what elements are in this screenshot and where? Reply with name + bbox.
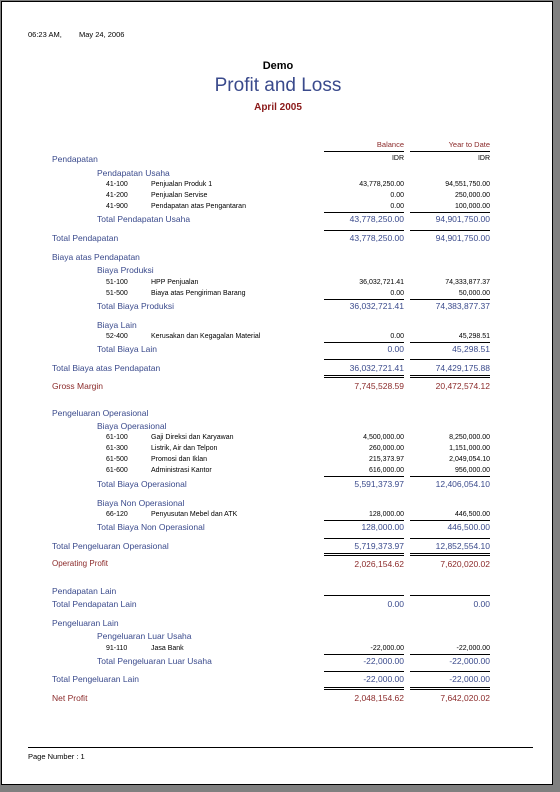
account-name: Penjualan Servise: [151, 192, 208, 199]
double-rule: [410, 553, 490, 556]
total-pengeluaran-luar-usaha-balance: -22,000.00: [363, 656, 404, 666]
account-balance: 215,373.97: [368, 456, 404, 463]
account-balance: 43,778,250.00: [359, 181, 404, 188]
account-balance: 260,000.00: [368, 445, 404, 452]
account-name: Penyusutan Mebel dan ATK: [151, 511, 238, 518]
account-name: Jasa Bank: [151, 645, 184, 652]
total-pendapatan-usaha-label: Total Pendapatan Usaha: [97, 214, 191, 224]
double-rule: [410, 375, 490, 378]
total-rule: [410, 359, 490, 360]
account-code: 61-300: [106, 445, 128, 452]
section-pendapatan-lain: Pendapatan Lain: [52, 586, 117, 596]
double-rule: [324, 375, 404, 378]
total-pendapatan-ytd: 94,901,750.00: [435, 233, 490, 243]
section-pendapatan: Pendapatan: [52, 154, 98, 164]
total-pengeluaran-luar-usaha-ytd: -22,000.00: [449, 656, 490, 666]
net-profit-ytd: 7,642,020.02: [440, 693, 490, 703]
report-title: Profit and Loss: [214, 75, 342, 96]
account-name: Listrik, Air dan Telpon: [151, 445, 218, 452]
subtotal-rule: [324, 212, 404, 213]
group-biaya-lain: Biaya Lain: [97, 320, 137, 330]
total-rule: [410, 595, 490, 596]
account-ytd: 45,298.51: [458, 333, 490, 340]
total-rule: [324, 671, 404, 672]
account-balance: 0.00: [390, 203, 404, 210]
double-rule: [410, 687, 490, 690]
group-biaya-non-operasional: Biaya Non Operasional: [97, 498, 185, 508]
footer-rule: [28, 747, 533, 748]
account-balance: -22,000.00: [370, 645, 404, 652]
account-name: Biaya atas Pengiriman Barang: [151, 290, 246, 297]
total-biaya-atas-pendapatan-ytd: 74,429,175.88: [435, 363, 490, 373]
total-biaya-non-operasional-ytd: 446,500.00: [447, 522, 490, 532]
account-balance: 0.00: [390, 290, 404, 297]
account-ytd: 74,333,877.37: [445, 279, 490, 286]
header-rule-balance: [324, 151, 404, 152]
total-biaya-non-operasional-balance: 128,000.00: [361, 522, 404, 532]
total-pengeluaran-operasional-balance: 5,719,373.97: [354, 541, 404, 551]
group-biaya-produksi: Biaya Produksi: [97, 265, 154, 275]
total-biaya-operasional-balance: 5,591,373.97: [354, 479, 404, 489]
group-pendapatan-usaha: Pendapatan Usaha: [97, 168, 170, 178]
account-name: Promosi dan Iklan: [151, 456, 208, 463]
subtotal-rule: [410, 520, 490, 521]
double-rule: [324, 687, 404, 690]
total-pengeluaran-operasional-ytd: 12,852,554.10: [435, 541, 490, 551]
subtotal-rule: [410, 342, 490, 343]
account-code: 61-600: [106, 467, 128, 474]
account-ytd: 100,000.00: [454, 203, 490, 210]
total-biaya-lain-balance: 0.00: [387, 344, 404, 354]
account-ytd: 956,000.00: [454, 467, 490, 474]
total-pendapatan-lain-ytd: 0.00: [473, 599, 490, 609]
total-biaya-lain-label: Total Biaya Lain: [97, 344, 158, 354]
account-code: 66-120: [106, 511, 128, 518]
balance-column-header: Balance: [376, 140, 404, 149]
total-biaya-produksi-balance: 36,032,721.41: [349, 301, 404, 311]
ytd-currency: IDR: [477, 155, 490, 162]
account-name: HPP Penjualan: [151, 279, 199, 286]
operating-profit-balance: 2,026,154.62: [354, 559, 404, 569]
total-rule: [410, 671, 490, 672]
ytd-column-header: Year to Date: [448, 140, 490, 149]
subtotal-rule: [324, 476, 404, 477]
account-ytd: 1,151,000.00: [449, 445, 490, 452]
account-name: Pendapatan atas Pengantaran: [151, 203, 246, 210]
print-time: 06:23 AM,: [28, 30, 62, 39]
page-number: Page Number : 1: [28, 752, 85, 761]
total-pengeluaran-lain-ytd: -22,000.00: [449, 674, 490, 684]
account-name: Penjualan Produk 1: [151, 181, 213, 188]
account-code: 91-110: [106, 645, 128, 652]
total-pengeluaran-lain-label: Total Pengeluaran Lain: [52, 674, 139, 684]
subtotal-rule: [410, 654, 490, 655]
account-code: 41-900: [106, 203, 128, 210]
account-ytd: 446,500.00: [454, 511, 490, 518]
total-pengeluaran-operasional-label: Total Pengeluaran Operasional: [52, 541, 169, 551]
account-name: Administrasi Kantor: [151, 467, 212, 474]
total-pendapatan-lain-label: Total Pendapatan Lain: [52, 599, 137, 609]
total-pendapatan-lain-balance: 0.00: [387, 599, 404, 609]
account-code: 41-200: [106, 192, 128, 199]
gross-margin-label: Gross Margin: [52, 381, 104, 391]
account-balance: 128,000.00: [368, 511, 404, 518]
account-ytd: -22,000.00: [456, 645, 490, 652]
report-period: April 2005: [254, 102, 302, 113]
total-pengeluaran-lain-balance: -22,000.00: [363, 674, 404, 684]
section-pengeluaran-lain: Pengeluaran Lain: [52, 618, 119, 628]
section-pengeluaran-operasional: Pengeluaran Operasional: [52, 408, 149, 418]
balance-currency: IDR: [391, 155, 404, 162]
section-biaya-atas-pendapatan: Biaya atas Pendapatan: [52, 252, 140, 262]
account-code: 52-400: [106, 333, 128, 340]
account-ytd: 8,250,000.00: [449, 434, 490, 441]
total-biaya-lain-ytd: 45,298.51: [452, 344, 490, 354]
total-pendapatan-usaha-ytd: 94,901,750.00: [435, 214, 490, 224]
company-name: Demo: [262, 60, 294, 72]
net-profit-label: Net Profit: [52, 693, 88, 703]
account-balance: 0.00: [390, 333, 404, 340]
operating-profit-label: Operating Profit: [52, 559, 109, 568]
gross-margin-balance: 7,745,528.59: [354, 381, 404, 391]
subtotal-rule: [324, 520, 404, 521]
total-biaya-atas-pendapatan-label: Total Biaya atas Pendapatan: [52, 363, 161, 373]
group-pengeluaran-luar-usaha: Pengeluaran Luar Usaha: [97, 631, 192, 641]
account-balance: 616,000.00: [368, 467, 404, 474]
print-date: May 24, 2006: [79, 30, 125, 39]
total-rule: [324, 595, 404, 596]
account-code: 51-500: [106, 290, 128, 297]
account-ytd: 50,000.00: [458, 290, 490, 297]
total-pendapatan-balance: 43,778,250.00: [349, 233, 404, 243]
total-pendapatan-usaha-balance: 43,778,250.00: [349, 214, 404, 224]
total-biaya-produksi-label: Total Biaya Produksi: [97, 301, 175, 311]
account-code: 61-100: [106, 434, 128, 441]
group-biaya-operasional: Biaya Operasional: [97, 421, 167, 431]
gross-margin-ytd: 20,472,574.12: [435, 381, 490, 391]
subtotal-rule: [410, 212, 490, 213]
subtotal-rule: [324, 299, 404, 300]
total-biaya-non-operasional-label: Total Biaya Non Operasional: [97, 522, 205, 532]
subtotal-rule: [324, 342, 404, 343]
total-pengeluaran-luar-usaha-label: Total Pengeluaran Luar Usaha: [97, 656, 212, 666]
account-ytd: 94,551,750.00: [445, 181, 490, 188]
total-biaya-operasional-label: Total Biaya Operasional: [97, 479, 187, 489]
account-balance: 0.00: [390, 192, 404, 199]
account-ytd: 2,049,054.10: [449, 456, 490, 463]
total-rule: [410, 230, 490, 231]
account-balance: 4,500,000.00: [363, 434, 404, 441]
operating-profit-ytd: 7,620,020.02: [440, 559, 490, 569]
total-biaya-operasional-ytd: 12,406,054.10: [435, 479, 490, 489]
subtotal-rule: [410, 476, 490, 477]
account-code: 61-500: [106, 456, 128, 463]
account-name: Kerusakan dan Kegagalan Material: [151, 333, 261, 340]
net-profit-balance: 2,048,154.62: [354, 693, 404, 703]
total-biaya-atas-pendapatan-balance: 36,032,721.41: [349, 363, 404, 373]
account-balance: 36,032,721.41: [359, 279, 404, 286]
double-rule: [324, 553, 404, 556]
subtotal-rule: [324, 654, 404, 655]
account-code: 41-100: [106, 181, 128, 188]
total-rule: [324, 538, 404, 539]
subtotal-rule: [410, 299, 490, 300]
total-rule: [410, 538, 490, 539]
total-pendapatan-label: Total Pendapatan: [52, 233, 119, 243]
header-rule-ytd: [410, 151, 490, 152]
report-page: [1, 1, 553, 785]
total-biaya-produksi-ytd: 74,383,877.37: [435, 301, 490, 311]
account-code: 51-100: [106, 279, 128, 286]
total-rule: [324, 359, 404, 360]
total-rule: [324, 230, 404, 231]
account-name: Gaji Direksi dan Karyawan: [151, 434, 234, 441]
account-ytd: 250,000.00: [454, 192, 490, 199]
